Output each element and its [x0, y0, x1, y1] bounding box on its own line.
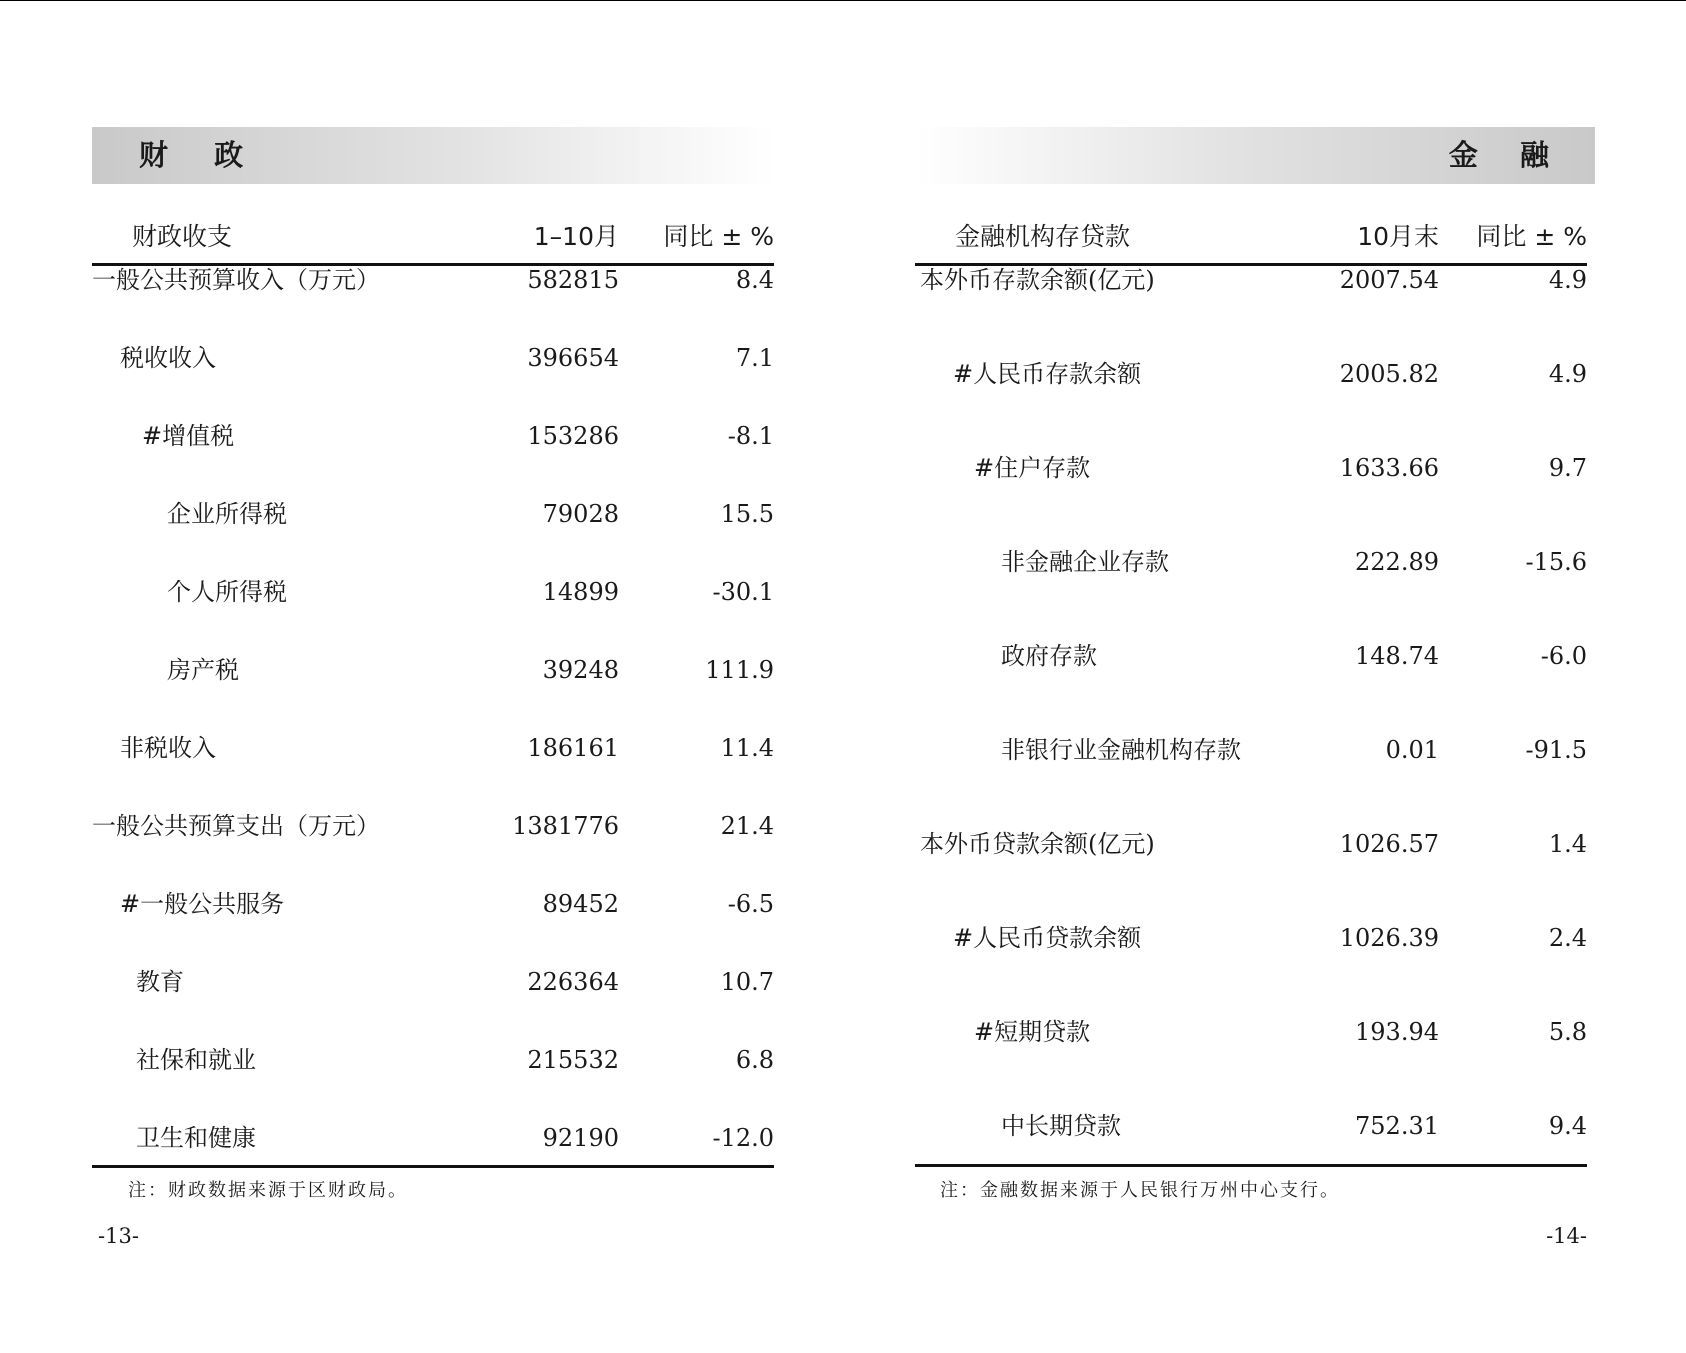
table-row	[915, 255, 1587, 349]
row-label: 一般公共预算支出（万元）	[92, 812, 380, 840]
row-change: 10.7	[720, 968, 774, 996]
row-value: 226364	[527, 968, 619, 996]
row-label: #住户存款	[974, 454, 1091, 482]
column-header-value: 10月末	[1357, 222, 1439, 251]
row-value: 89452	[542, 890, 619, 918]
row-value: 148.74	[1355, 642, 1439, 670]
table-row	[915, 725, 1587, 819]
row-value: 39248	[542, 656, 619, 684]
row-label: 本外币存款余额(亿元)	[920, 266, 1155, 294]
table-row	[92, 411, 774, 489]
row-label: 政府存款	[1001, 642, 1097, 670]
table-bottom-rule	[92, 1165, 774, 1168]
row-value: 14899	[542, 578, 619, 606]
finance-table-body	[92, 255, 774, 1191]
row-value: 1026.57	[1339, 830, 1439, 858]
row-label: #增值税	[142, 422, 235, 450]
row-label: #人民币贷款余额	[953, 924, 1142, 952]
row-label: 一般公共预算收入（万元）	[92, 266, 380, 294]
row-change: 21.4	[720, 812, 774, 840]
column-header-change: 同比 ± %	[663, 222, 774, 251]
table-row	[92, 879, 774, 957]
row-change: 5.8	[1548, 1018, 1587, 1046]
row-change: -6.0	[1540, 642, 1587, 670]
row-value: 1381776	[512, 812, 619, 840]
row-change: -6.5	[727, 890, 774, 918]
table-row	[92, 957, 774, 1035]
page-number: -14-	[1546, 1224, 1587, 1248]
row-change: 9.7	[1548, 454, 1587, 482]
row-value: 193.94	[1355, 1018, 1439, 1046]
row-change: 7.1	[735, 344, 774, 372]
row-change: 1.4	[1548, 830, 1587, 858]
source-note: 注：财政数据来源于区财政局。	[128, 1180, 408, 1201]
column-header-label: 金融机构存贷款	[955, 222, 1131, 251]
row-change: 111.9	[705, 656, 774, 684]
banking-table-body	[915, 255, 1587, 1195]
row-label: 非金融企业存款	[1001, 548, 1169, 576]
row-label: 企业所得税	[167, 500, 287, 528]
row-change: 4.9	[1548, 360, 1587, 388]
row-value: 92190	[542, 1124, 619, 1152]
source-note: 注：金融数据来源于人民银行万州中心支行。	[940, 1180, 1340, 1201]
row-change: -91.5	[1525, 736, 1587, 764]
row-value: 222.89	[1355, 548, 1439, 576]
row-label: 非银行业金融机构存款	[1001, 736, 1241, 764]
row-value: 153286	[527, 422, 619, 450]
row-value: 1026.39	[1339, 924, 1439, 952]
table-row	[92, 801, 774, 879]
table-row	[92, 333, 774, 411]
row-label: #短期贷款	[974, 1018, 1091, 1046]
row-value: 1633.66	[1339, 454, 1439, 482]
table-row	[92, 645, 774, 723]
row-value: 752.31	[1355, 1112, 1439, 1140]
row-label: 房产税	[167, 656, 239, 684]
table-row	[915, 1007, 1587, 1101]
table-row	[915, 819, 1587, 913]
row-change: 4.9	[1548, 266, 1587, 294]
table-row	[92, 567, 774, 645]
row-change: 9.4	[1548, 1112, 1587, 1140]
row-change: 15.5	[720, 500, 774, 528]
row-change: -8.1	[727, 422, 774, 450]
row-change: 8.4	[735, 266, 774, 294]
row-label: 税收收入	[120, 344, 216, 372]
row-label: 本外币贷款余额(亿元)	[920, 830, 1155, 858]
row-value: 582815	[527, 266, 619, 294]
table-row	[915, 537, 1587, 631]
row-label: 个人所得税	[167, 578, 287, 606]
row-value: 2007.54	[1339, 266, 1439, 294]
column-header-label: 财政收支	[132, 222, 233, 251]
section-banner	[92, 127, 774, 184]
row-change: 11.4	[720, 734, 774, 762]
table-row	[915, 443, 1587, 537]
row-label: 教育	[136, 968, 184, 996]
row-value: 0.01	[1385, 736, 1439, 764]
row-value: 215532	[527, 1046, 619, 1074]
row-label: 中长期贷款	[1001, 1112, 1121, 1140]
row-change: 6.8	[735, 1046, 774, 1074]
table-row	[915, 349, 1587, 443]
section-banner	[915, 127, 1595, 184]
row-change: -12.0	[712, 1124, 774, 1152]
row-value: 2005.82	[1339, 360, 1439, 388]
table-row	[92, 489, 774, 567]
table-row	[92, 255, 774, 333]
row-change: -30.1	[712, 578, 774, 606]
row-label: 非税收入	[120, 734, 216, 762]
table-row	[915, 631, 1587, 725]
table-bottom-rule	[915, 1164, 1587, 1167]
row-change: -15.6	[1525, 548, 1587, 576]
column-header-change: 同比 ± %	[1476, 222, 1587, 251]
row-value: 79028	[542, 500, 619, 528]
row-value: 186161	[527, 734, 619, 762]
table-row	[915, 913, 1587, 1007]
table-row	[92, 1035, 774, 1113]
row-label: #一般公共服务	[120, 890, 285, 918]
row-label: #人民币存款余额	[953, 360, 1142, 388]
top-border	[0, 0, 1686, 1]
row-value: 396654	[527, 344, 619, 372]
column-header-value: 1–10月	[533, 222, 619, 251]
row-label: 社保和就业	[136, 1046, 256, 1074]
section-title: 财 政	[139, 138, 262, 172]
page-number: -13-	[98, 1224, 139, 1248]
row-label: 卫生和健康	[136, 1124, 256, 1152]
table-row	[92, 723, 774, 801]
section-title: 金 融	[1448, 138, 1565, 172]
row-change: 2.4	[1548, 924, 1587, 952]
